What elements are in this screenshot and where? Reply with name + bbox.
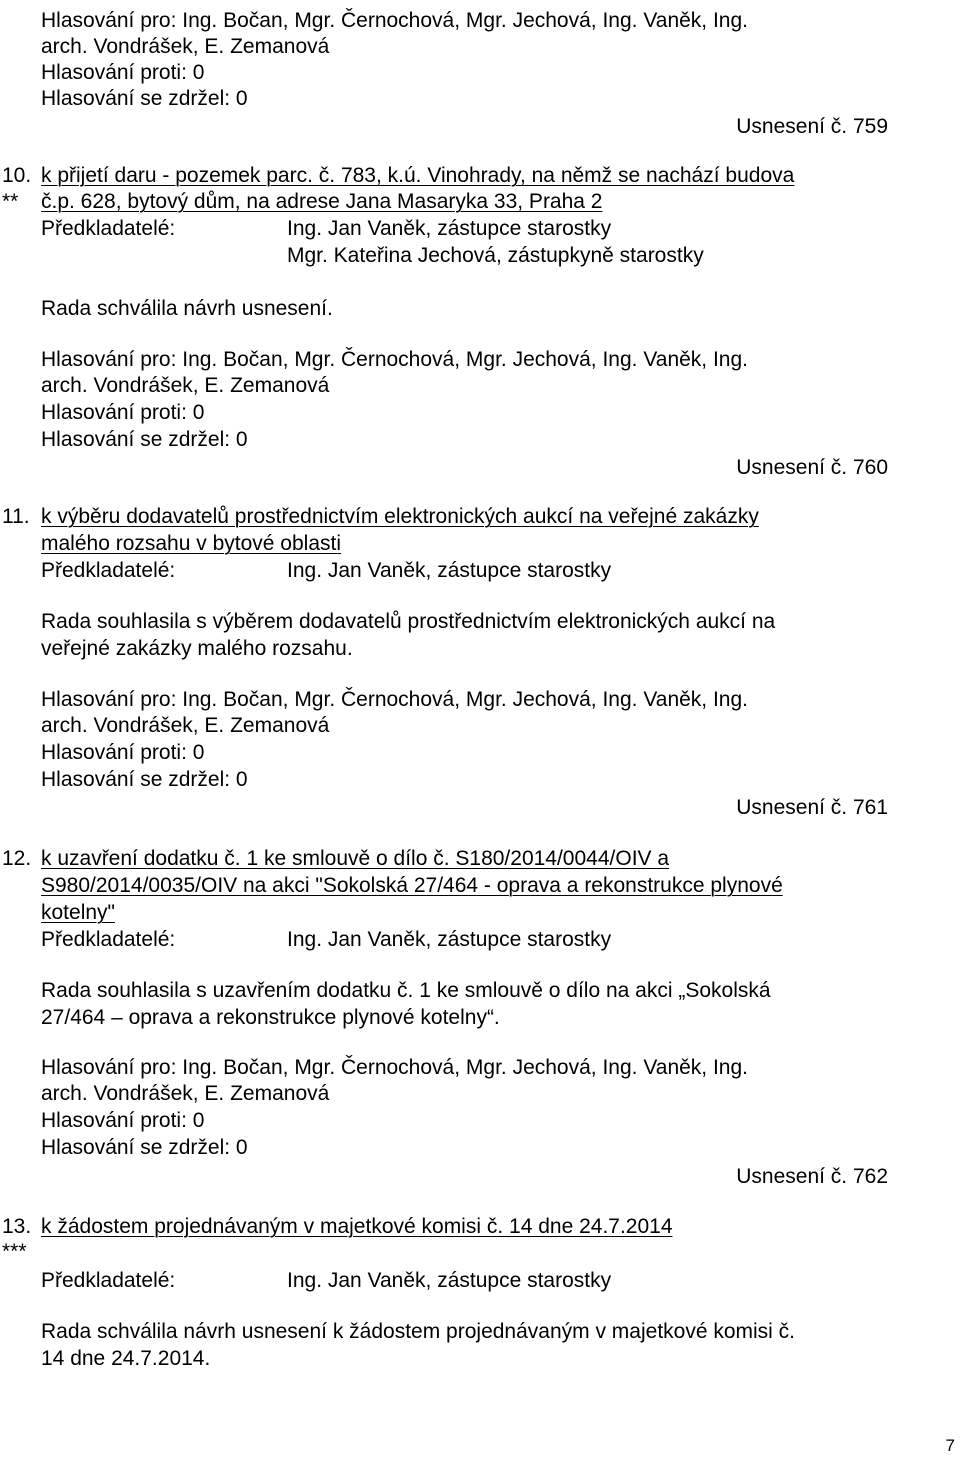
vote-against: Hlasování proti: 0 (41, 61, 205, 84)
vote-abstain: Hlasování se zdržel: 0 (41, 428, 248, 451)
item-mark: ** (2, 190, 19, 213)
item-title: k výběru dodavatelů prostřednictvím elektronických aukcí na veřejné zakázky (41, 505, 759, 528)
resolution-number: Usnesení č. 760 (736, 456, 888, 479)
resolution-number: Usnesení č. 762 (736, 1165, 888, 1188)
submitter: Mgr. Kateřina Jechová, zástupkyně starostky (287, 244, 704, 267)
vote-for-line: Hlasování pro: Ing. Bočan, Mgr. Černochová, Mgr. Jechová, Ing. Vaněk, Ing. (41, 688, 748, 711)
submitters-label: Předkladatelé: (41, 1269, 176, 1292)
item-title: k žádostem projednávaným v majetkové komisi č. 14 dne 24.7.2014 (41, 1215, 673, 1238)
decision-text-cont: veřejné zakázky malého rozsahu. (41, 637, 353, 660)
vote-for-line-cont: arch. Vondrášek, E. Zemanová (41, 374, 330, 397)
decision-text: Rada souhlasila s výběrem dodavatelů prostřednictvím elektronických aukcí na (41, 610, 776, 633)
vote-for-line: Hlasování pro: Ing. Bočan, Mgr. Černochová, Mgr. Jechová, Ing. Vaněk, Ing. (41, 348, 748, 371)
decision-text: Rada schválila návrh usnesení k žádostem projednávaným v majetkové komisi č. (41, 1320, 796, 1343)
decision-text: Rada schválila návrh usnesení. (41, 297, 333, 320)
item-number: 12. (2, 847, 32, 870)
item-title: k uzavření dodatku č. 1 ke smlouvě o dílo č. S180/2014/0044/OIV a (41, 847, 670, 870)
submitter: Ing. Jan Vaněk, zástupce starostky (287, 1269, 612, 1292)
submitter: Ing. Jan Vaněk, zástupce starostky (287, 928, 612, 951)
item-number: 11. (2, 505, 30, 528)
item-number: 13. (2, 1215, 32, 1238)
vote-for-line-cont: arch. Vondrášek, E. Zemanová (41, 714, 330, 737)
submitters-label: Předkladatelé: (41, 217, 176, 240)
item-title-cont: malého rozsahu v bytové oblasti (41, 532, 341, 555)
vote-against: Hlasování proti: 0 (41, 741, 205, 764)
item-title: k přijetí daru - pozemek parc. č. 783, k.ú. Vinohrady, na němž se nachází budova (41, 164, 795, 187)
item-mark: *** (2, 1240, 27, 1263)
vote-abstain: Hlasování se zdržel: 0 (41, 1136, 248, 1159)
decision-text-cont: 27/464 – oprava a rekonstrukce plynové kotelny“. (41, 1006, 500, 1029)
vote-for-line: Hlasování pro: Ing. Bočan, Mgr. Černochová, Mgr. Jechová, Ing. Vaněk, Ing. (41, 1056, 748, 1079)
item-title-cont: S980/2014/0035/OIV na akci "Sokolská 27/464 - oprava a rekonstrukce plynové (41, 874, 783, 897)
submitter: Ing. Jan Vaněk, zástupce starostky (287, 217, 612, 240)
item-title-cont: kotelny" (41, 901, 115, 924)
vote-against: Hlasování proti: 0 (41, 1109, 205, 1132)
vote-against: Hlasování proti: 0 (41, 401, 205, 424)
decision-text: Rada souhlasila s uzavřením dodatku č. 1 ke smlouvě o dílo na akci „Sokolská (41, 979, 771, 1002)
submitters-label: Předkladatelé: (41, 559, 176, 582)
page-number: 7 (945, 1436, 955, 1455)
vote-for-line-cont: arch. Vondrášek, E. Zemanová (41, 1082, 330, 1105)
vote-abstain: Hlasování se zdržel: 0 (41, 87, 248, 110)
resolution-number: Usnesení č. 761 (736, 796, 888, 819)
submitters-label: Předkladatelé: (41, 928, 176, 951)
submitter: Ing. Jan Vaněk, zástupce starostky (287, 559, 612, 582)
vote-for-line: Hlasování pro: Ing. Bočan, Mgr. Černochová, Mgr. Jechová, Ing. Vaněk, Ing. (41, 9, 748, 32)
decision-text-cont: 14 dne 24.7.2014. (41, 1347, 211, 1370)
resolution-number: Usnesení č. 759 (736, 115, 888, 138)
vote-for-line-cont: arch. Vondrášek, E. Zemanová (41, 35, 330, 58)
vote-abstain: Hlasování se zdržel: 0 (41, 768, 248, 791)
item-title-cont: č.p. 628, bytový dům, na adrese Jana Masaryka 33, Praha 2 (41, 190, 603, 213)
item-number: 10. (2, 164, 32, 187)
